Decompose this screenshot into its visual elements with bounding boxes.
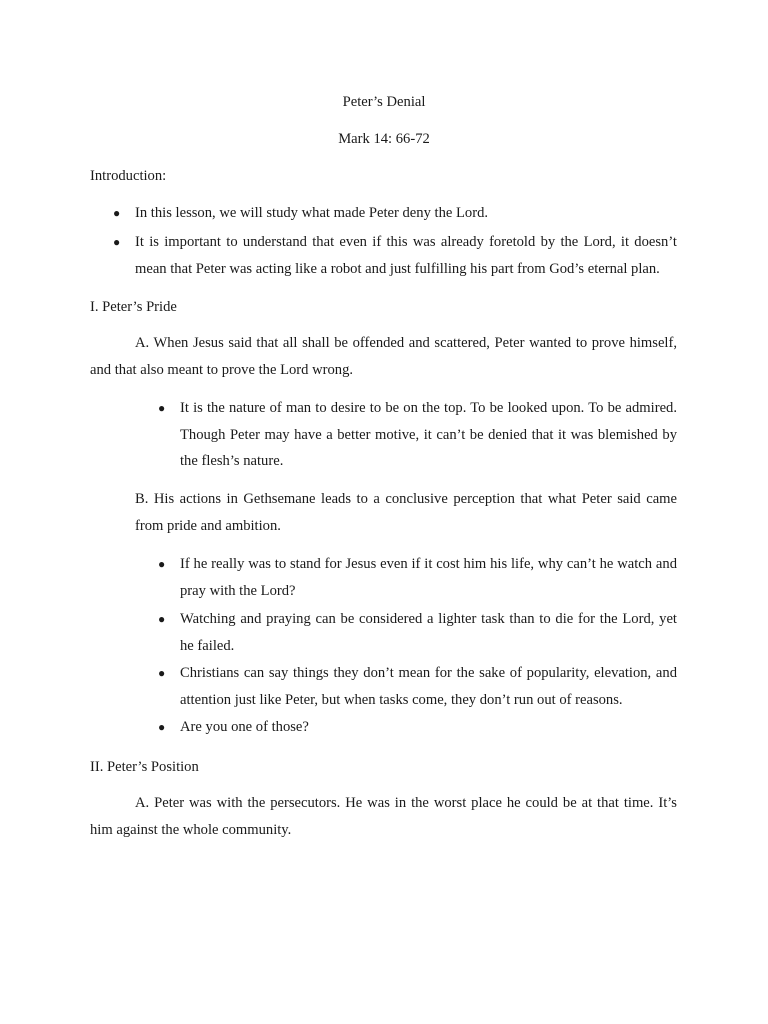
bullet-icon: ● xyxy=(158,666,166,680)
bullet-icon: ● xyxy=(113,206,121,220)
section-2-heading: II. Peter’s Position xyxy=(90,759,199,775)
scripture-reference: Mark 14: 66-72 xyxy=(338,131,430,147)
bullet-text: Are you one of those? xyxy=(180,719,309,735)
bullet-icon: ● xyxy=(158,720,166,734)
bullet-text: Watching and praying can be considered a lighter task than to die for the Lord, yet he failed. xyxy=(180,611,677,654)
bullet-icon: ● xyxy=(158,612,166,626)
intro-heading: Introduction: xyxy=(90,168,167,184)
section-1-heading: I. Peter’s Pride xyxy=(90,299,177,315)
bullet-text: In this lesson, we will study what made Peter deny the Lord. xyxy=(135,205,489,221)
bullet-icon: ● xyxy=(158,557,166,571)
bullet-icon: ● xyxy=(158,401,166,415)
section-1-point-b: B. His actions in Gethsemane leads to a conclusive perception that what Peter said came from pride and ambition. xyxy=(135,491,677,534)
document-title: Peter’s Denial xyxy=(342,94,426,110)
bullet-icon: ● xyxy=(113,235,121,249)
section-2-point-a: A. Peter was with the persecutors. He was in the worst place he could be at that time. It’s him against the whole community. xyxy=(90,795,677,838)
section-1-point-a: A. When Jesus said that all shall be offended and scattered, Peter wanted to prove himself, and that also meant to prove the Lord wrong. xyxy=(90,335,677,378)
bullet-text: It is important to understand that even if this was already foretold by the Lord, it doesn’t mean that Peter was acting like a robot and just fulfilling his part from God’s eternal plan. xyxy=(135,234,677,277)
bullet-text: Christians can say things they don’t mean for the sake of popularity, elevation, and attention just like Peter, but when tasks come, they don’t run out of reasons. xyxy=(180,665,677,708)
bullet-text: It is the nature of man to desire to be on the top. To be looked upon. To be admired. Though Peter may have a better motive, it can’t be denied that it was blemished by the flesh’s nature. xyxy=(180,400,677,469)
bullet-text: If he really was to stand for Jesus even if it cost him his life, why can’t he watch and pray with the Lord? xyxy=(180,556,677,599)
